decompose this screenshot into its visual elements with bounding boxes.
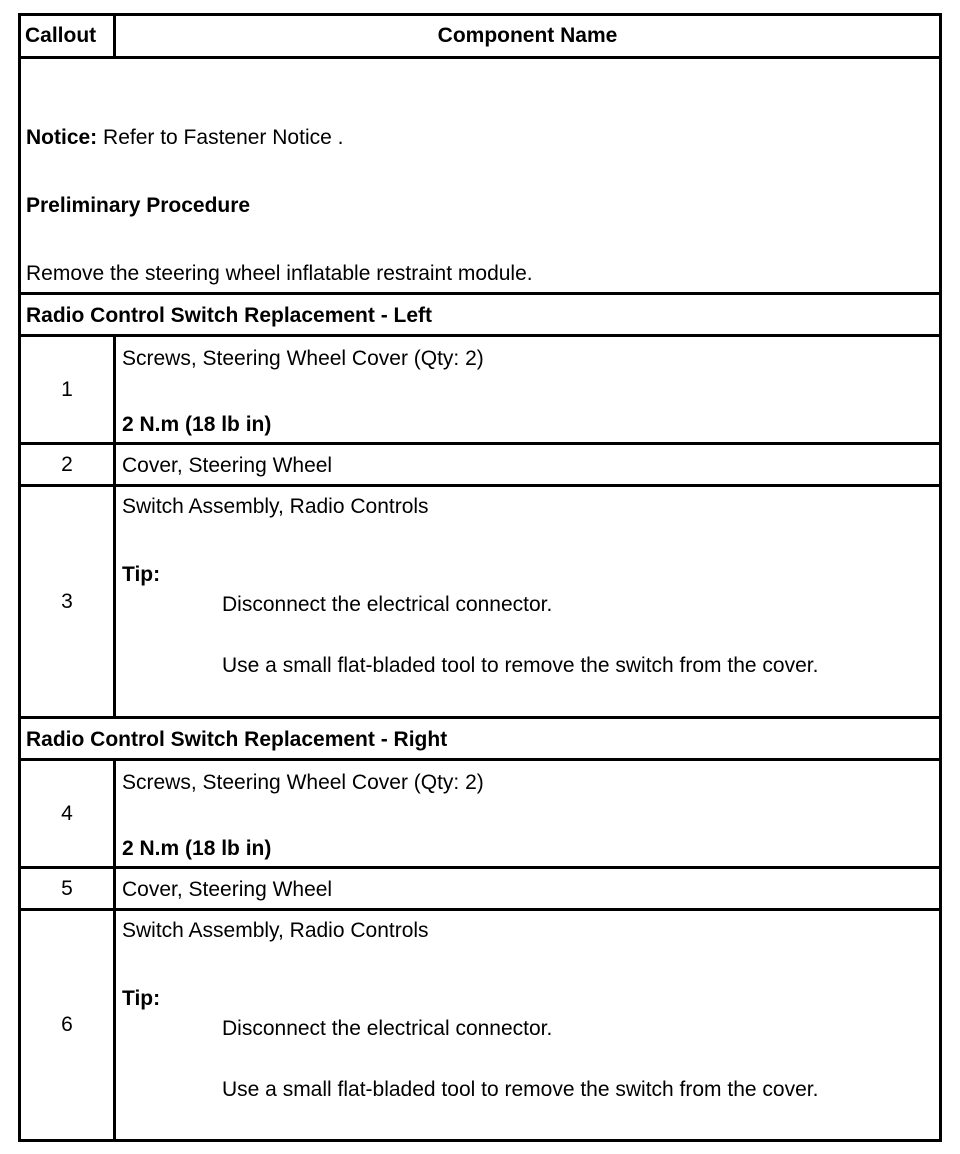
table-header-row [21,16,939,56]
component-name: Screws, Steering Wheel Cover (Qty: 2) [122,771,484,794]
section-title: Radio Control Switch Replacement - Left [26,304,433,327]
component-name: Screws, Steering Wheel Cover (Qty: 2) [122,347,484,370]
tip-text: Use a small flat-bladed tool to remove the switch from the cover. [222,1078,819,1101]
component-cell [116,911,939,1139]
table-row [21,334,939,442]
table-row [21,908,939,1139]
callout-column-header: Callout [21,16,116,56]
component-name-column-header: Component Name [437,24,618,47]
callout-number: 3 [21,487,116,716]
callout-number: 6 [21,911,116,1139]
table-row [21,866,939,908]
component-name: Cover, Steering Wheel [122,878,333,901]
table-row [21,758,939,866]
notice-line [26,126,343,150]
component-cell [116,337,939,442]
component-cell [116,761,939,866]
component-name: Switch Assembly, Radio Controls [122,495,429,518]
torque-spec: 2 N.m (18 lb in) [122,837,272,860]
preliminary-step: Remove the steering wheel inflatable restraint module. [26,262,533,285]
table-row [21,442,939,484]
callout-number: 2 [21,445,116,484]
callout-number: 4 [21,761,116,866]
component-name: Switch Assembly, Radio Controls [122,919,429,942]
preliminary-heading: Preliminary Procedure [26,194,251,217]
section-title: Radio Control Switch Replacement - Right [26,728,448,751]
component-name: Cover, Steering Wheel [122,454,333,477]
notice-text: Refer to Fastener Notice . [97,126,344,149]
section-title-row [21,716,939,758]
torque-spec: 2 N.m (18 lb in) [122,413,272,436]
tip-text: Use a small flat-bladed tool to remove the switch from the cover. [222,654,819,677]
callout-number: 1 [21,337,116,442]
tip-text: Disconnect the electrical connector. [222,593,553,616]
component-cell [116,445,939,484]
component-cell [116,487,939,716]
section-title-row [21,292,939,334]
component-cell [116,869,939,908]
tip-label: Tip: [122,563,161,586]
tip-label: Tip: [122,987,161,1010]
table-row [21,484,939,716]
tip-text: Disconnect the electrical connector. [222,1017,553,1040]
component-table [18,13,942,1142]
callout-number: 5 [21,869,116,908]
notice-label: Notice: [26,126,98,149]
intro-row [21,56,939,292]
